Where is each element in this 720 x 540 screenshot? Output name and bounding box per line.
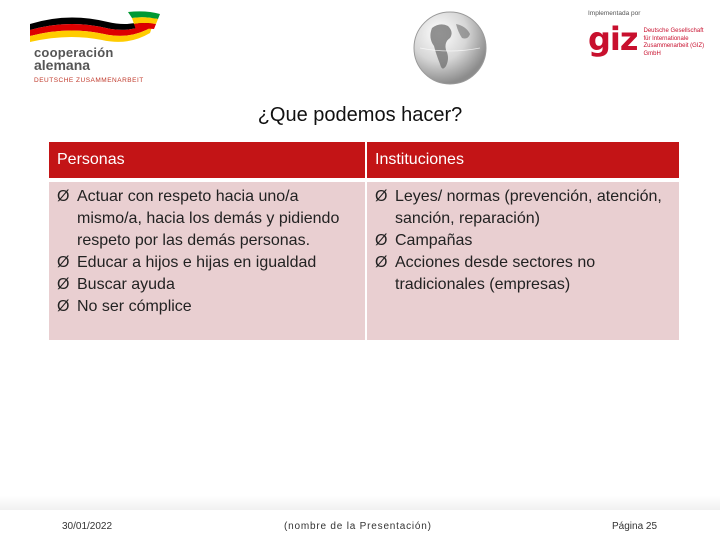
giz-desc-line1: Deutsche Gesellschaft	[643, 28, 704, 34]
header-instituciones: Instituciones	[366, 142, 679, 180]
instituciones-cell	[366, 180, 679, 340]
footer-divider	[0, 496, 720, 510]
table-header-row	[49, 142, 679, 180]
slide-title-text: ¿Que podemos hacer?	[257, 104, 463, 126]
implemented-by-label: Implementada por	[588, 10, 641, 17]
footer-date: 30/01/2022	[62, 521, 113, 532]
arrow-bullet-icon: Ø	[57, 254, 70, 271]
list-item	[57, 186, 357, 252]
giz-brand: giz	[588, 20, 638, 58]
arrow-bullet-icon: Ø	[375, 232, 388, 249]
giz-logo	[588, 20, 708, 58]
slide-footer	[0, 496, 720, 540]
arrow-bullet-icon: Ø	[375, 254, 388, 271]
arrow-bullet-icon: Ø	[57, 298, 70, 315]
slide-title	[0, 104, 720, 127]
list-item-text: Leyes/ normas (prevención, atención, sanción, reparación)	[395, 188, 662, 227]
personas-list	[57, 186, 357, 318]
actions-table	[49, 142, 679, 340]
arrow-bullet-icon: Ø	[375, 188, 388, 205]
list-item-text: Actuar con respeto hacia uno/a mismo/a, hacia los demás y pidiendo respeto por las demás personas.	[77, 188, 340, 249]
footer-presentation-name: (nombre de la Presentación)	[284, 521, 432, 532]
instituciones-list	[375, 186, 671, 296]
list-item	[375, 252, 671, 296]
table-row	[49, 180, 679, 340]
list-item	[57, 296, 357, 318]
cooperacion-alemana-logo	[28, 10, 168, 85]
logo-line-deutsche: DEUTSCHE ZUSAMMENARBEIT	[34, 77, 144, 84]
giz-desc-line3: Zusammenarbeit (GIZ) GmbH	[643, 43, 705, 57]
list-item-text: Acciones desde sectores no tradicionales (empresas)	[395, 254, 596, 293]
arrow-bullet-icon: Ø	[57, 188, 70, 205]
list-item	[57, 252, 357, 274]
header-personas: Personas	[49, 142, 366, 180]
globe-icon	[410, 8, 490, 88]
list-item	[375, 230, 671, 252]
giz-desc-line2: für Internationale	[643, 35, 689, 42]
list-item	[375, 186, 671, 230]
logo-line-cooperacion: cooperación	[34, 45, 114, 60]
logo-line-alemana: alemana	[34, 57, 91, 73]
list-item-text: Campañas	[395, 232, 473, 249]
list-item	[57, 274, 357, 296]
arrow-bullet-icon: Ø	[57, 276, 70, 293]
footer-page-number: Página 25	[612, 521, 658, 532]
list-item-text: Buscar ayuda	[77, 276, 175, 293]
personas-cell	[49, 180, 366, 340]
giz-logo-area	[588, 10, 708, 80]
list-item-text: No ser cómplice	[77, 298, 192, 315]
list-item-text: Educar a hijos e hijas en igualdad	[77, 254, 317, 271]
flag-swoosh-icon	[28, 10, 168, 46]
